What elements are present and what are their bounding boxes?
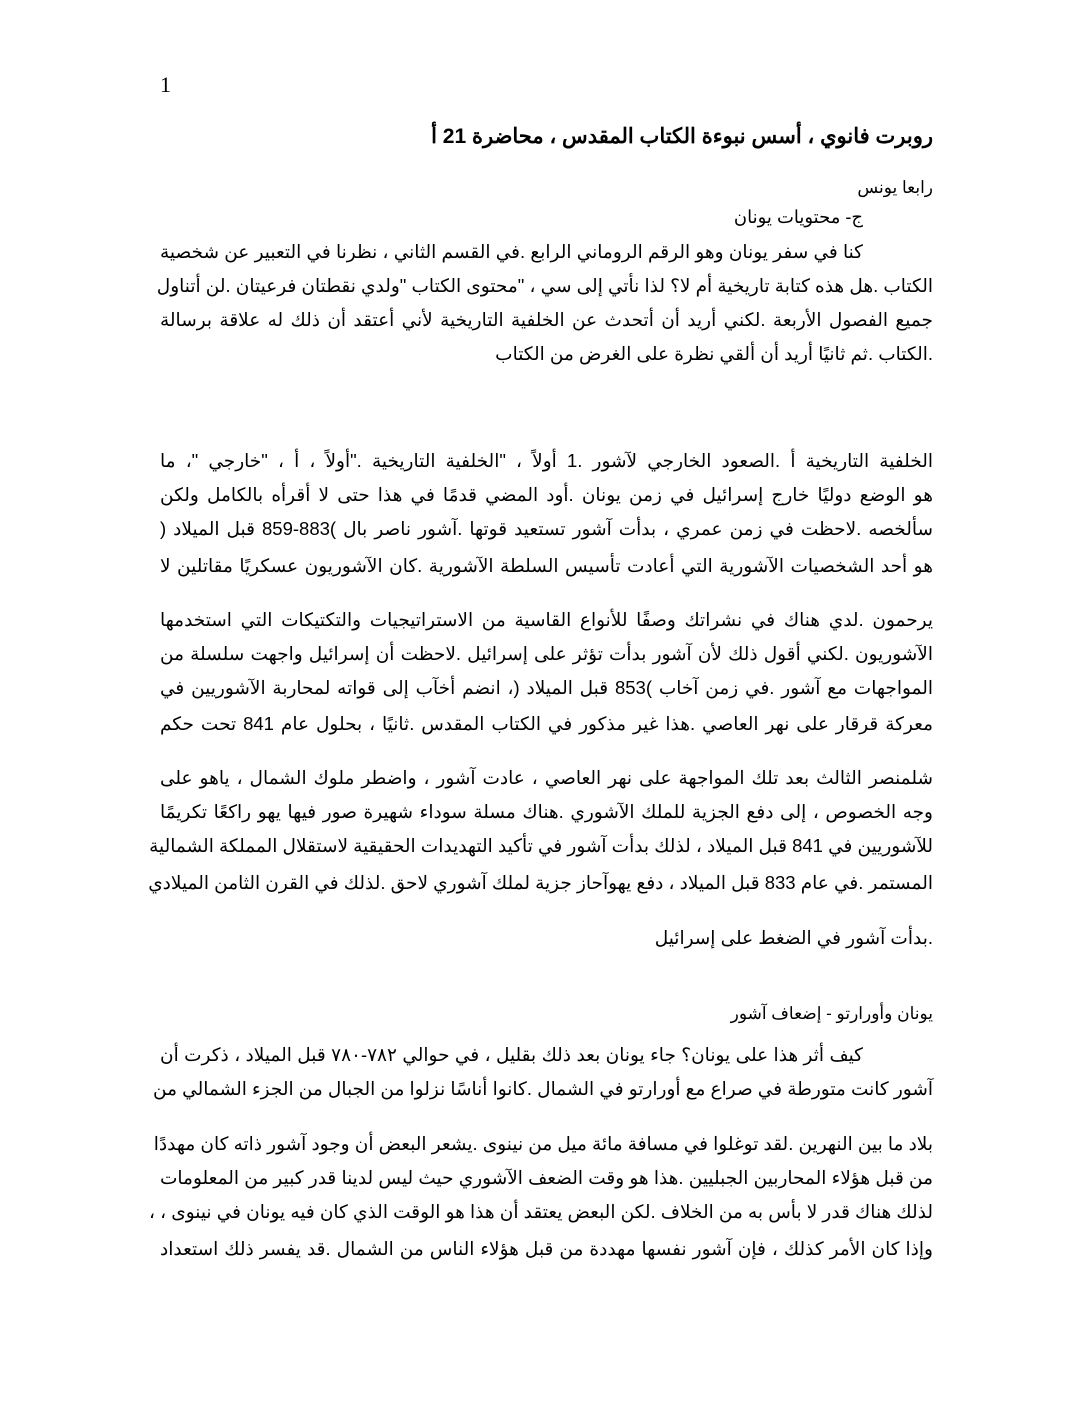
section-paragraph-line-5: لذلك هناك قدر لا بأس به من الخلاف .لكن البعض يعتقد أن هذا هو الوقت الذي كان فيه يونان في نينوى ، ، bbox=[149, 1201, 933, 1222]
page-number: 1 bbox=[160, 72, 171, 97]
paragraph-2-line-12: المستمر .في عام 833 قبل الميلاد ، دفع يهوآحاز جزية لملك آشوري لاحق .لذلك في القرن الثامن الميلادي bbox=[148, 872, 933, 893]
paragraph-1-line-2: الكتاب .هل هذه كتابة تاريخية أم لا؟ لذا نأتي إلى سي ، "محتوى الكتاب "ولدي نقطتان فرعيتان .لن أتناول bbox=[156, 275, 933, 296]
paragraph-1-line-4: .الكتاب .ثم ثانيًا أريد أن ألقي نظرة على الغرض من الكتاب bbox=[495, 343, 933, 364]
section-paragraph-line-1: كيف أثر هذا على يونان؟ جاء يونان بعد ذلك بقليل ، في حوالي ٧٨٢-٧٨٠ قبل الميلاد ، ذكرت أن bbox=[160, 1044, 863, 1065]
paragraph-1-line-3: جميع الفصول الأربعة .لكني أريد أن أتحدث عن الخلفية التاريخية لأني أعتقد أن ذلك له علاقة برسالة bbox=[160, 309, 933, 330]
document-title: روبرت فانوي ، أسس نبوءة الكتاب المقدس ، محاضرة 21 أ bbox=[431, 125, 933, 148]
paragraph-2-line-6: الآشوريون .لكني أقول ذلك لأن آشور بدأت تؤثر على إسرائيل .لاحظت أن إسرائيل واجهت سلسلة من bbox=[160, 643, 933, 664]
paragraph-2-line-7: المواجهات مع آشور .في زمن آخاب )853 قبل الميلاد (، انضم أخآب إلى قواته لمحاربة الآشوريين في bbox=[160, 677, 933, 698]
paragraph-2-line-5: يرحمون .لدي هناك في نشراتك وصفًا للأنواع القاسية من الاستراتيجيات والتكتيكات التي استخدمها bbox=[160, 609, 933, 630]
paragraph-2-line-2: هو الوضع دوليًا خارج إسرائيل في زمن يونان .أود المضي قدمًا في هذا حتى لا أقرأه بالكامل ولكن bbox=[160, 484, 933, 505]
paragraph-2-line-13: .بدأت آشور في الضغط على إسرائيل bbox=[654, 927, 933, 948]
paragraph-2-line-11: للآشوريين في 841 قبل الميلاد ، لذلك بدأت آشور في تأكيد التهديدات الحقيقية لاستقلال المملكة الشمالية bbox=[149, 835, 933, 856]
paragraph-2-line-10: وجه الخصوص ، إلى دفع الجزية للملك الآشوري .هناك مسلة سوداء شهيرة صور فيها يهو راكعًا تكريمًا bbox=[160, 801, 933, 822]
paragraph-1-line-1: كنا في سفر يونان وهو الرقم الروماني الرابع .في القسم الثاني ، نظرنا في التعبير عن شخصية bbox=[160, 241, 863, 262]
section-paragraph-line-6: وإذا كان الأمر كذلك ، فإن آشور نفسها مهددة من قبل هؤلاء الناس من الشمال .قد يفسر ذلك استعداد bbox=[160, 1238, 933, 1259]
paragraph-2-line-4: هو أحد الشخصيات الآشورية التي أعادت تأسيس السلطة الآشورية .كان الآشوريون عسكريًا مقاتلين لا bbox=[160, 555, 933, 576]
paragraph-2-line-3: سألخصه .لاحظت في زمن عمري ، بدأت آشور تستعيد قوتها .آشور ناصر بال )883-859 قبل الميلاد ( bbox=[160, 518, 933, 539]
paragraph-2-line-1: الخلفية التاريخية أ .الصعود الخارجي لآشور .1 أولاً ، "الخلفية التاريخية ."أولاً ، أ ، "خارجي "، ما bbox=[160, 450, 933, 471]
author-line: رابعا يونس bbox=[857, 178, 933, 197]
paragraph-2-line-9: شلمنصر الثالث بعد تلك المواجهة على نهر العاصي ، عادت آشور ، واضطر ملوك الشمال ، ياهو على bbox=[160, 767, 933, 788]
section-subheading: ج- محتويات يونان bbox=[733, 207, 863, 227]
section-paragraph-line-2: آشور كانت متورطة في صراع مع أورارتو في الشمال .كانوا أناسًا نزلوا من الجبال من الجزء الشمالي من bbox=[153, 1078, 933, 1099]
section-paragraph-line-3: بلاد ما بين النهرين .لقد توغلوا في مسافة مائة ميل من نينوى .يشعر البعض أن وجود آشور ذاته كان مهددًا bbox=[153, 1133, 933, 1154]
section-paragraph-line-4: من قبل هؤلاء المحاربين الجبليين .هذا هو وقت الضعف الآشوري حيث ليس لدينا قدر كبير من المعلومات bbox=[160, 1167, 933, 1188]
paragraph-2-line-8: معركة قرقار على نهر العاصي .هذا غير مذكور في الكتاب المقدس .ثانيًا ، بحلول عام 841 تحت حكم bbox=[160, 713, 933, 734]
section-heading: يونان وأورارتو - إضعاف آشور bbox=[730, 1004, 933, 1023]
